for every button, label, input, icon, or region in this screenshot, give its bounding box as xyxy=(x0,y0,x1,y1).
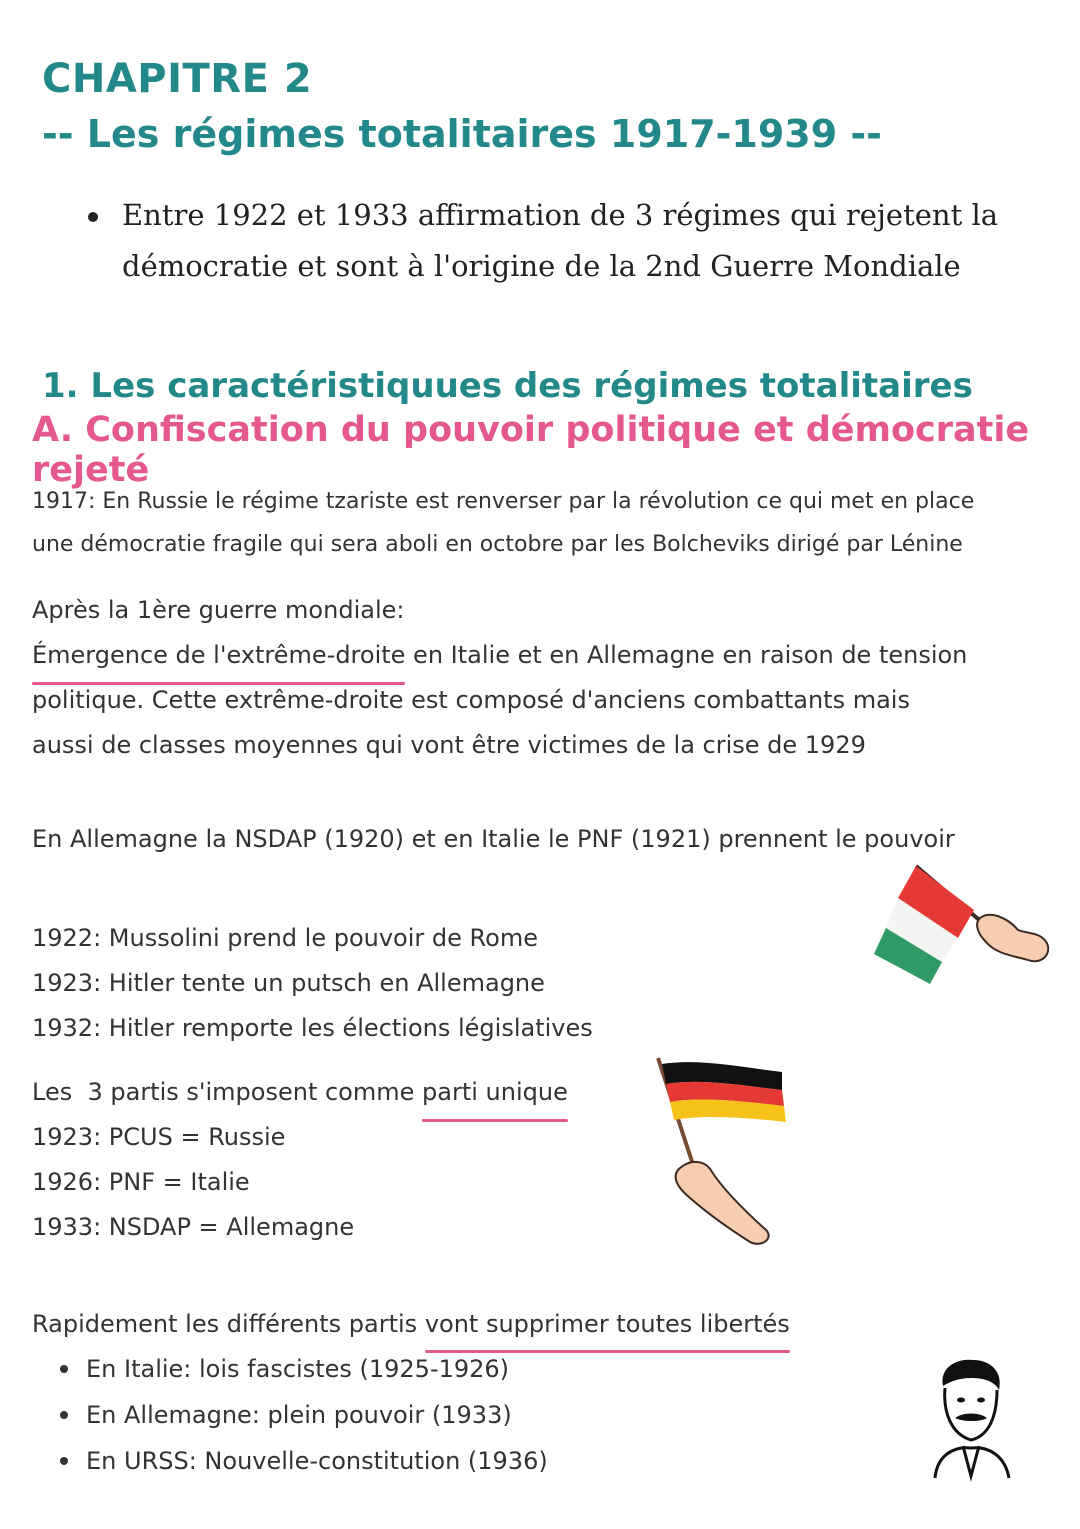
stalin-portrait-icon xyxy=(925,1356,1017,1482)
para-postwar-line-1: Après la 1ère guerre mondiale: xyxy=(32,596,405,624)
para-postwar-line-4: aussi de classes moyennes qui vont être victimes de la crise de 1929 xyxy=(32,731,866,759)
parti-item: 1926: PNF = Italie xyxy=(32,1168,250,1196)
para-postwar-line-2-rest: en Italie et en Allemagne en raison de tension xyxy=(405,641,968,669)
parti-unique-block xyxy=(32,1070,568,1250)
chapter-label: CHAPITRE 2 xyxy=(42,56,313,102)
parti-item: 1933: NSDAP = Allemagne xyxy=(32,1213,355,1241)
para-1917-line-2: une démocratie fragile qui sera aboli en octobre par les Bolcheviks dirigé par Lénine xyxy=(32,532,963,557)
italy-flag-hand-icon xyxy=(868,858,1053,988)
timeline-item: 1923: Hitler tente un putsch en Allemagne xyxy=(32,969,545,997)
subsection-heading: A. Confiscation du pouvoir politique et démocratie rejeté xyxy=(32,410,1030,490)
para-nsdap-pnf: En Allemagne la NSDAP (1920) et en Italie le PNF (1921) prennent le pouvoir xyxy=(32,825,955,853)
libertes-item: En Italie: lois fascistes (1925-1926) xyxy=(56,1346,548,1392)
underlined-parti-unique: parti unique xyxy=(422,1070,568,1115)
timeline-list xyxy=(32,916,593,1051)
bullet-dot xyxy=(88,212,98,222)
underlined-libertes: vont supprimer toutes libertés xyxy=(425,1303,790,1346)
timeline-item: 1932: Hitler remporte les élections législatives xyxy=(32,1014,593,1042)
germany-flag-hand-icon xyxy=(650,1052,800,1247)
intro-line-1: Entre 1922 et 1933 affirmation de 3 régimes qui rejetent la xyxy=(122,198,999,232)
para-postwar-line-2 xyxy=(32,633,967,678)
intro-line-2: démocratie et sont à l'origine de la 2nd Guerre Mondiale xyxy=(122,249,961,283)
parti-unique-intro xyxy=(32,1070,568,1115)
libertes-list xyxy=(56,1346,548,1484)
libertes-item: En Allemagne: plein pouvoir (1933) xyxy=(56,1392,548,1438)
timeline-item: 1922: Mussolini prend le pouvoir de Rome xyxy=(32,924,538,952)
parti-unique-intro-text: Les 3 partis s'imposent comme xyxy=(32,1078,423,1106)
libertes-intro xyxy=(32,1303,790,1346)
chapter-title: -- Les régimes totalitaires 1917-1939 -- xyxy=(42,112,882,156)
libertes-item: En URSS: Nouvelle-constitution (1936) xyxy=(56,1438,548,1484)
para-postwar xyxy=(32,588,967,768)
para-1917 xyxy=(32,480,974,566)
para-postwar-line-3: politique. Cette extrême-droite est composé d'anciens combattants mais xyxy=(32,686,910,714)
libertes-intro-text: Rapidement les différents partis xyxy=(32,1310,425,1338)
para-1917-line-1: 1917: En Russie le régime tzariste est renverser par la révolution ce qui met en place xyxy=(32,489,975,514)
intro-bullet xyxy=(88,190,1048,292)
parti-item: 1923: PCUS = Russie xyxy=(32,1123,286,1151)
section-heading: 1. Les caractéristiquues des régimes totalitaires xyxy=(42,366,973,406)
underlined-emergence: Émergence de l'extrême-droite xyxy=(32,633,405,678)
